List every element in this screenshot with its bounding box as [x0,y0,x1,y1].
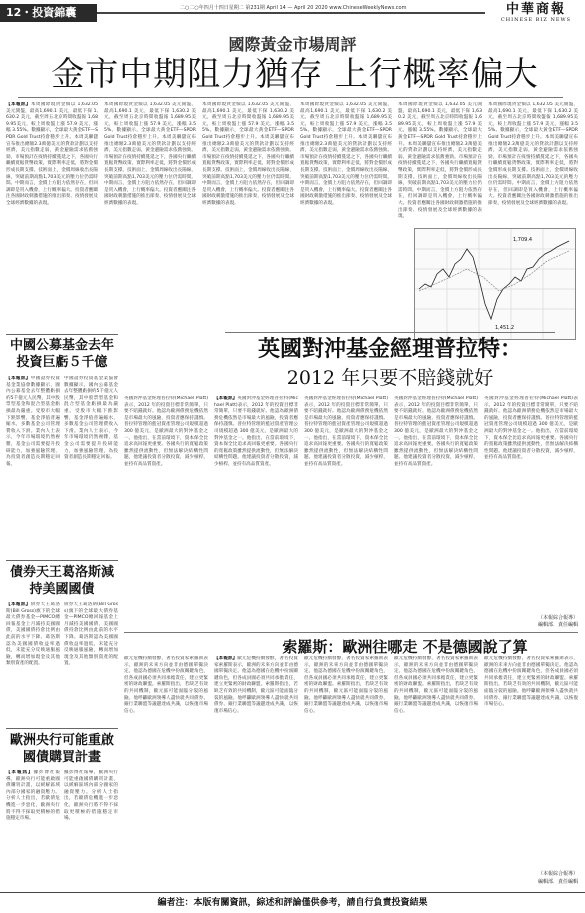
article3-col-3 [304,656,388,888]
chart-svg [415,229,575,339]
headline-rule [225,332,555,333]
article1-headline: 金市中期阻力猶存 上行概率偏大 [51,54,539,93]
article1-body-cont: 本周國際現貨金價以 1,632.05 美元開盤，最高1,690.1 美元，最低下探 1,630.2 美元，截至周五北京時間收盤報 1,689.95美元，較上周收盤上漲 57.9 美元，漲幅 3.55%。數據顯示，全球最大黃金ETF—SPDR Gold Trust持倉穩步上升。本周美聯儲宣布推出總額2.3萬億美元的貸款計劃以支持經濟，美元指數走弱，黃金避險需求依舊強勁。市場預計在疫情持續蔓延之下，各國央行繼續寬鬆貨幣政策，實際利率走低，將對金價形成長期支撐。技術面上，金價周線收出長陽線，突破前期高點1,703美元的壓力位仍需時間。中期而言，金價上方阻力依然存在，但回調即是買入機會，上行概率偏大。投資者應關注各國財政刺激措施的推出節奏、疫情發展及全球經濟數據的表現。 [202,102,294,206]
article3-body-cont: 歐元危機持續發酵，著名投資家索羅斯表示，歐洲的未來方向並非由德國單獨決定。他認為德國在危機中扮演關鍵角色，但各成員國必須共同承擔責任，建立更緊密的財政聯盟。索羅斯指出，若缺乏有效的共同機制，歐元區可能面臨分裂的風險。他呼籲歐洲領導人盡快就共同債券、銀行業聯盟等議題達成共識，以恢復市場信心。 [394,656,478,714]
article3-body-cont: 歐元危機持續發酵，著名投資家索羅斯表示，歐洲的未來方向並非由德國單獨決定。他認為德國在危機中扮演關鍵角色，但各成員國必須共同承擔責任，建立更緊密的財政聯盟。索羅斯指出，若缺乏有效的共同機制，歐元區可能面臨分裂的風險。他呼籲歐洲領導人盡快就共同債券、銀行業聯盟等議題達成共識，以恢復市場信心。 [214,656,298,714]
article3-col-4 [394,656,478,888]
article1-body-cont: 本周國際現貨金價以 1,632.05 美元開盤，最高1,690.1 美元，最低下探 1,630.2 美元，截至周五北京時間收盤報 1,689.95美元，較上周收盤上漲 57.9 美元，漲幅 3.55%。數據顯示，全球最大黃金ETF—SPDR Gold Trust持倉穩步上升。本周美聯儲宣布推出總額2.3萬億美元的貸款計劃以支持經濟，美元指數走弱，黃金避險需求依舊強勁。市場預計在疫情持續蔓延之下，各國央行繼續寬鬆貨幣政策，實際利率走低，將對金價形成長期支撐。技術面上，金價周線收出長陽線，突破前期高點1,703美元的壓力位仍需時間。中期而言，金價上方阻力依然存在，但回調即是買入機會，上行概率偏大。投資者應關注各國財政刺激措施的推出節奏、疫情發展及全球經濟數據的表現。 [104,102,196,206]
article1-col-4 [300,102,392,327]
sidebar-story1-body: 中國證券投資基金業協會數據顯示，國內公募基金去年整體虧損約5千億元人民幣，其中股票型基金和混合型基金虧損最為嚴重。受股市大幅下跌影響，基金淨值普遍縮水，多數基金公司管理費收入下滑。業內人士表示，今年市場環境仍然複雜，基金公司需要提升投研能力，加強風險管理，為投資者創造長期穩定回報。 [6,376,60,467]
article3-col-1 [124,656,208,888]
sidebar-story1-byline: 【本報訊】 [6,376,31,381]
sidebar-story2-body-cont: 債券天王葛洛斯(Bill Gross)旗下的全球最大債券基金—PIMCO總回報基金上月減持美國國債，美國國債持倉比例由此前的水平下降。葛洛斯認為美國國債收益率過低，未能充分反映通脹風險，轉而增加現金及其他類別資產的配置。 [64,602,118,667]
article3-col-5 [484,656,578,866]
sidebar-story1-headline: 中國公募基金去年投資巨虧５千億 [9,338,114,370]
article2-body-cont: 英國對沖基金經理普拉特(Michael Platt)表示，2012 年的投資目標非常簡單，只要不賠錢就好。他認為歐洲債務危機依然是市場最大的風險，投資者應保持謹慎。普拉特管理的藍冠資產管理公司規模超過 300 億美元，是歐洲最大的對沖基金之一。他指出，在當前環境下，資本保全比追求高回報更重要。各國央行的寬鬆政策雖然提供流動性，但無法解決結構性問題。他建議投資者分散投資，減少槓桿，並持有高品質資產。 [394,396,478,467]
sidebar-story3-body-cont: 據彭博社報導，歐洲央行可能重啟國債購買計畫，以緩解區域內部分國家的融資壓力。分析人士指出，若歐債危機進一步惡化，歐洲央行將不得不採取更積極的措施穩定市場。 [64,770,118,822]
logo-subtext: CHINESE BIZ NEWS [500,17,572,23]
sidebar-story3-headline: 歐洲央行可能重啟國債購買計畫 [9,733,114,765]
sidebar-story3-byline: 【本報訊】 [6,770,34,775]
article2-subheadline: 2012 年只要不賠錢就好 [286,367,494,389]
article1-body-cont: 本周國際現貨金價以 1,632.05 美元開盤，最高1,690.1 美元，最低下探 1,630.2 美元，截至周五北京時間收盤報 1,689.95美元，較上周收盤上漲 57.9 美元，漲幅 3.55%。數據顯示，全球最大黃金ETF—SPDR Gold Trust持倉穩步上升。本周美聯儲宣布推出總額2.3萬億美元的貸款計劃以支持經濟，美元指數走弱，黃金避險需求依舊強勁。市場預計在疫情持續蔓延之下，各國央行繼續寬鬆貨幣政策，實際利率走低，將對金價形成長期支撐。技術面上，金價周線收出長陽線，突破前期高點1,703美元的壓力位仍需時間。中期而言，金價上方阻力依然存在，但回調即是買入機會，上行概率偏大。投資者應關注各國財政刺激措施的推出節奏、疫情發展及全球經濟數據的表現。 [488,102,578,206]
masthead-logo [490,2,582,26]
article3-body-cont: 歐元危機持續發酵，著名投資家索羅斯表示，歐洲的未來方向並非由德國單獨決定。他認為德國在危機中扮演關鍵角色，但各成員國必須共同承擔責任，建立更緊密的財政聯盟。索羅斯指出，若缺乏有效的共同機制，歐元區可能面臨分裂的風險。他呼籲歐洲領導人盡快就共同債券、銀行業聯盟等議題達成共識，以恢復市場信心。 [484,656,578,708]
article2-headline: 英國對沖基金經理普拉特： [257,336,522,362]
sidebar-story3-body: 據彭博社報導，歐洲央行可能重啟國債購買計畫，以緩解區域內部分國家的融資壓力。分析人士指出，若歐債危機進一步惡化，歐洲央行將不得不採取更積極的措施穩定市場。 [6,770,60,822]
article2-editor: 編輯部．責任編輯 [537,622,578,628]
chart-high-label: 1,709.4 [513,237,533,243]
article2-body-cont: 英國對沖基金經理普拉特(Michael Platt)表示，2012 年的投資目標非常簡單，只要不賠錢就好。他認為歐洲債務危機依然是市場最大的風險，投資者應保持謹慎。普拉特管理的藍冠資產管理公司規模超過 300 億美元，是歐洲最大的對沖基金之一。他指出，在當前環境下，資本保全比追求高回報更重要。各國央行的寬鬆政策雖然提供流動性，但無法解決結構性問題。他建議投資者分散投資，減少槓桿，並持有高品質資產。 [214,396,298,467]
headline-rule [124,632,578,633]
article2-col-3 [304,396,388,628]
article1-body: 本周國際現貨金價以 1,632.05 美元開盤，最高1,690.1 美元，最低下探 1,630.2 美元，截至周五北京時間收盤報 1,689.95美元，較上周收盤上漲 57.9 美元，漲幅 3.55%。數據顯示，全球最大黃金ETF—SPDR Gold Trust持倉穩步上升。本周美聯儲宣布推出總額2.3萬億美元的貸款計劃以支持經濟，美元指數走弱，黃金避險需求依舊強勁。市場預計在疫情持續蔓延之下，各國央行繼續寬鬆貨幣政策，實際利率走低，將對金價形成長期支撐。技術面上，金價周線收出長陽線，突破前期高點1,703美元的壓力位仍需時間。中期而言，金價上方阻力依然存在，但回調即是買入機會，上行概率偏大。投資者應關注各國財政刺激措施的推出節奏、疫情發展及全球經濟數據的表現。 [6,102,98,206]
article2-credit: （本報綜合報導） [537,615,578,621]
article2-col-1 [124,396,208,628]
logo-text: 中華商報 [505,2,566,17]
article1-col-3 [202,102,294,327]
sidebar-story3-col-1 [6,770,60,888]
sidebar-story1-col-2 [64,376,118,556]
article2-col-5 [484,396,578,611]
article3-headline: 索羅斯：歐洲往哪走 不是德國說了算 [282,638,528,656]
chart-grid [415,229,575,339]
issue-meta: 二○二○年四月十四日星期二 第231期 April 14 — April 20 2020 www.ChineseWeeklyNews.com [180,5,407,11]
sidebar-story1-col-1 [6,376,60,556]
article3-credit: （本報綜合報導） [537,871,578,877]
sidebar-story2-body: 債券天王葛洛斯(Bill Gross)旗下的全球最大債券基金—PIMCO總回報基金上月減持美國國債，美國國債持倉比例由此前的水平下降。葛洛斯認為美國國債收益率過低，未能充分反映通脹風險，轉而增加現金及其他類別資產的配置。 [6,602,60,667]
chart-low-label: 1,451.2 [495,325,515,331]
gold-price-chart [414,228,576,340]
article1-kicker: 國際黃金市場周評 [228,35,357,54]
sidebar-story2-col-1 [6,602,60,722]
sidebar-story1-body-cont: 中國證券投資基金業協會數據顯示，國內公募基金去年整體虧損約5千億元人民幣，其中股票型基金和混合型基金虧損最為嚴重。受股市大幅下跌影響，基金淨值普遍縮水，多數基金公司管理費收入下滑。業內人士表示，今年市場環境仍然複雜，基金公司需要提升投研能力，加強風險管理，為投資者創造長期穩定回報。 [64,376,118,461]
article3-byline: 【本報訊】 [214,656,238,661]
sidebar-story2-col-2 [64,602,118,722]
section-tab: 12・投資錦囊 [0,4,97,22]
article2-byline: 【本報訊】 [214,396,238,401]
article3-editor: 編輯部．責任編輯 [537,879,578,885]
sidebar-rule [6,728,118,729]
article1-col-5 [398,102,482,222]
sidebar-story3-col-2 [64,770,118,888]
footer-disclaimer: 編者注：本版有關資訊，綜述和評論僅供參考，請自行負責投資結果 [157,898,428,908]
moving-average-line [419,251,569,291]
sidebar-story2-byline: 【本報訊】 [6,602,31,607]
article1-col-1 [6,102,98,327]
sidebar-story2-headline: 債券天王葛洛斯減持美國國債 [9,565,114,597]
article3-col-2 [214,656,298,888]
article2-body-cont: 英國對沖基金經理普拉特(Michael Platt)表示，2012 年的投資目標非常簡單，只要不賠錢就好。他認為歐洲債務危機依然是市場最大的風險，投資者應保持謹慎。普拉特管理的藍冠資產管理公司規模超過 300 億美元，是歐洲最大的對沖基金之一。他指出，在當前環境下，資本保全比追求高回報更重要。各國央行的寬鬆政策雖然提供流動性，但無法解決結構性問題。他建議投資者分散投資，減少槓桿，並持有高品質資產。 [484,396,578,461]
article1-col-6 [488,102,578,222]
price-line [419,241,569,319]
article1-byline: 【本報訊】 [6,102,31,107]
article2-col-4 [394,396,478,628]
article3-body: 歐元危機持續發酵，著名投資家索羅斯表示，歐洲的未來方向並非由德國單獨決定。他認為德國在危機中扮演關鍵角色，但各成員國必須共同承擔責任，建立更緊密的財政聯盟。索羅斯指出，若缺乏有效的共同機制，歐元區可能面臨分裂的風險。他呼籲歐洲領導人盡快就共同債券、銀行業聯盟等議題達成共識，以恢復市場信心。 [124,656,208,714]
article2-col-2 [214,396,298,628]
article1-col-2 [104,102,196,327]
header-rule [97,12,485,14]
headline-rule [18,97,563,98]
article2-body-cont: 英國對沖基金經理普拉特(Michael Platt)表示，2012 年的投資目標非常簡單，只要不賠錢就好。他認為歐洲債務危機依然是市場最大的風險，投資者應保持謹慎。普拉特管理的藍冠資產管理公司規模超過 300 億美元，是歐洲最大的對沖基金之一。他指出，在當前環境下，資本保全比追求高回報更重要。各國央行的寬鬆政策雖然提供流動性，但無法解決結構性問題。他建議投資者分散投資，減少槓桿，並持有高品質資產。 [304,396,388,467]
sidebar-rule [6,334,118,335]
article1-body-cont: 本周國際現貨金價以 1,632.05 美元開盤，最高1,690.1 美元，最低下探 1,630.2 美元，截至周五北京時間收盤報 1,689.95美元，較上周收盤上漲 57.9 美元，漲幅 3.55%。數據顯示，全球最大黃金ETF—SPDR Gold Trust持倉穩步上升。本周美聯儲宣布推出總額2.3萬億美元的貸款計劃以支持經濟，美元指數走弱，黃金避險需求依舊強勁。市場預計在疫情持續蔓延之下，各國央行繼續寬鬆貨幣政策，實際利率走低，將對金價形成長期支撐。技術面上，金價周線收出長陽線，突破前期高點1,703美元的壓力位仍需時間。中期而言，金價上方阻力依然存在，但回調即是買入機會，上行概率偏大。投資者應關注各國財政刺激措施的推出節奏、疫情發展及全球經濟數據的表現。 [398,102,482,220]
article2-body: 英國對沖基金經理普拉特(Michael Platt)表示，2012 年的投資目標非常簡單，只要不賠錢就好。他認為歐洲債務危機依然是市場最大的風險，投資者應保持謹慎。普拉特管理的藍冠資產管理公司規模超過 300 億美元，是歐洲最大的對沖基金之一。他指出，在當前環境下，資本保全比追求高回報更重要。各國央行的寬鬆政策雖然提供流動性，但無法解決結構性問題。他建議投資者分散投資，減少槓桿，並持有高品質資產。 [124,396,208,467]
article1-body-cont: 本周國際現貨金價以 1,632.05 美元開盤，最高1,690.1 美元，最低下探 1,630.2 美元，截至周五北京時間收盤報 1,689.95美元，較上周收盤上漲 57.9 美元，漲幅 3.55%。數據顯示，全球最大黃金ETF—SPDR Gold Trust持倉穩步上升。本周美聯儲宣布推出總額2.3萬億美元的貸款計劃以支持經濟，美元指數走弱，黃金避險需求依舊強勁。市場預計在疫情持續蔓延之下，各國央行繼續寬鬆貨幣政策，實際利率走低，將對金價形成長期支撐。技術面上，金價周線收出長陽線，突破前期高點1,703美元的壓力位仍需時間。中期而言，金價上方阻力依然存在，但回調即是買入機會，上行概率偏大。投資者應關注各國財政刺激措施的推出節奏、疫情發展及全球經濟數據的表現。 [300,102,392,206]
sidebar-rule [6,560,118,561]
article3-body-cont: 歐元危機持續發酵，著名投資家索羅斯表示，歐洲的未來方向並非由德國單獨決定。他認為德國在危機中扮演關鍵角色，但各成員國必須共同承擔責任，建立更緊密的財政聯盟。索羅斯指出，若缺乏有效的共同機制，歐元區可能面臨分裂的風險。他呼籲歐洲領導人盡快就共同債券、銀行業聯盟等議題達成共識，以恢復市場信心。 [304,656,388,714]
